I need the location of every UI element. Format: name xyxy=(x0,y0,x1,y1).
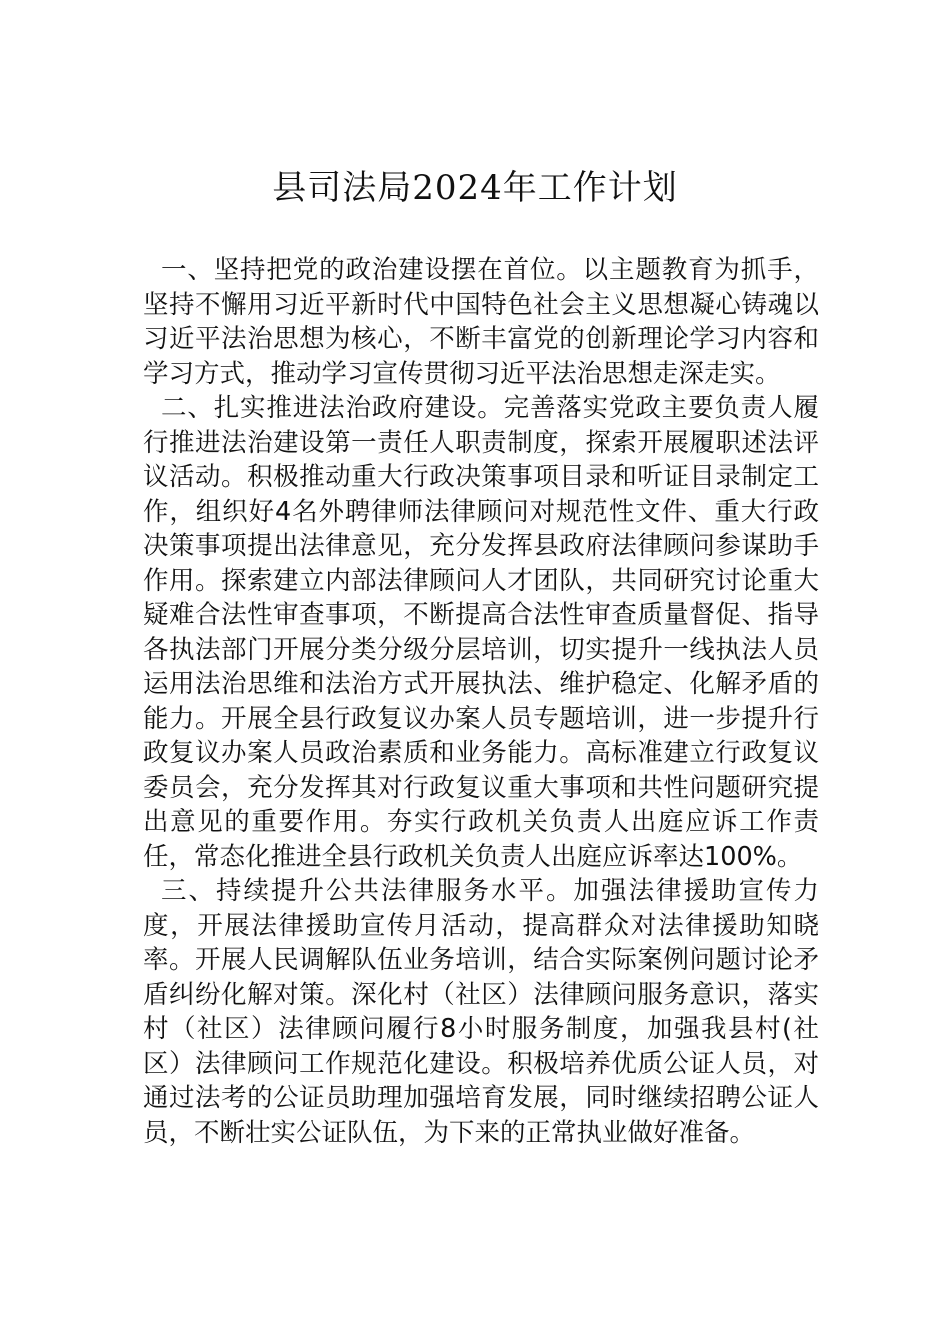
paragraph-1: 一、坚持把党的政治建设摆在首位。以主题教育为抓手，坚持不懈用习近平新时代中国特色社会主义思想凝心铸魂以习近平法治思想为核心，不断丰富党的创新理论学习内容和学习方式，推动学习宣传贯彻习近平法治思想走深走实。 xyxy=(143,255,819,389)
document-body xyxy=(143,253,819,1150)
document-title: 县司法局2024年工作计划 xyxy=(272,168,678,208)
paragraph-3: 三、持续提升公共法律服务水平。加强法律援助宣传力度，开展法律援助宣传月活动，提高群众对法律援助知晓率。开展人民调解队伍业务培训，结合实际案例问题讨论矛盾纠纷化解对策。深化村（社区）法律顾问服务意识，落实村（社区）法律顾问履行8小时服务制度，加强我县村(社区）法律顾问工作规范化建设。积极培养优质公证人员，对通过法考的公证员助理加强培育发展，同时继续招聘公证人员，不断壮实公证队伍，为下来的正常执业做好准备。 xyxy=(143,876,819,1148)
paragraph-2: 二、扎实推进法治政府建设。完善落实党政主要负责人履行推进法治建设第一责任人职责制度，探索开展履职述法评议活动。积极推动重大行政决策事项目录和听证目录制定工作，组织好4名外聘律师法律顾问对规范性文件、重大行政决策事项提出法律意见，充分发挥县政府法律顾问参谋助手作用。探索建立内部法律顾问人才团队，共同研究讨论重大疑难合法性审查事项，不断提高合法性审查质量督促、指导各执法部门开展分类分级分层培训，切实提升一线执法人员运用法治思维和法治方式开展执法、维护稳定、化解矛盾的能力。开展全县行政复议办案人员专题培训，进一步提升行政复议办案人员政治素质和业务能力。高标准建立行政复议委员会，充分发挥其对行政复议重大事项和共性问题研究提出意见的重要作用。夯实行政机关负责人出庭应诉工作责任，常态化推进全县行政机关负责人出庭应诉率达100%。 xyxy=(143,393,819,872)
